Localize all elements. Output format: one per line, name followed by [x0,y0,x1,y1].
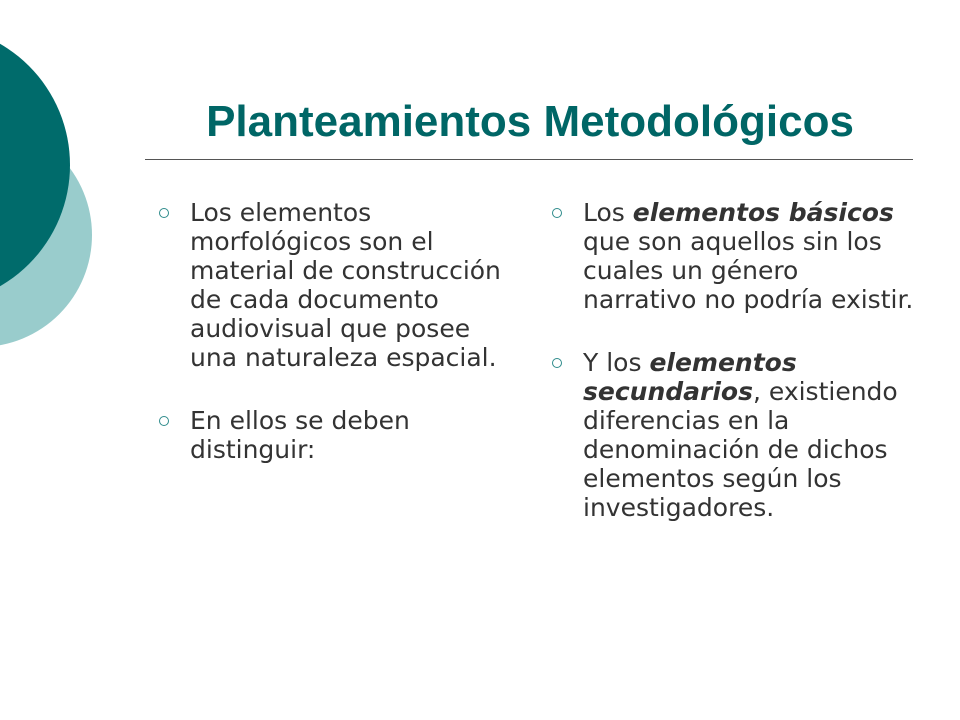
bullet-text-post: , existiendo diferencias en la denominación de dichos elementos según los investigadores. [583,377,898,522]
list-item [548,348,918,522]
list-item [548,198,918,314]
bullet-text-post: que son aquellos sin los cuales un género narrativo no podría existir. [583,227,914,314]
emphasized-term: elementos secundarios [583,348,797,406]
slide-title: Planteamientos Metodológicos [206,97,854,146]
bullet-text-pre: Los [583,198,633,227]
emphasized-term: elementos básicos [632,198,894,227]
right-bullet-list [548,198,918,522]
bullet-circle-icon [159,416,169,426]
dark-teal-circle [0,25,70,305]
title-divider [145,159,913,160]
bullet-text: Los elementos morfológicos son el material de construcción de cada documento audiovisual que posee una naturaleza espacial. [190,198,501,372]
bullet-text-pre: Y los [583,348,650,377]
left-bullet-list [155,198,515,464]
bullet-circle-icon [159,208,169,218]
bullet-circle-icon [552,208,562,218]
list-item [155,406,515,464]
light-teal-circle [0,123,92,347]
bullet-text: En ellos se deben distinguir: [190,406,410,464]
bullet-circle-icon [552,358,562,368]
list-item [155,198,515,372]
